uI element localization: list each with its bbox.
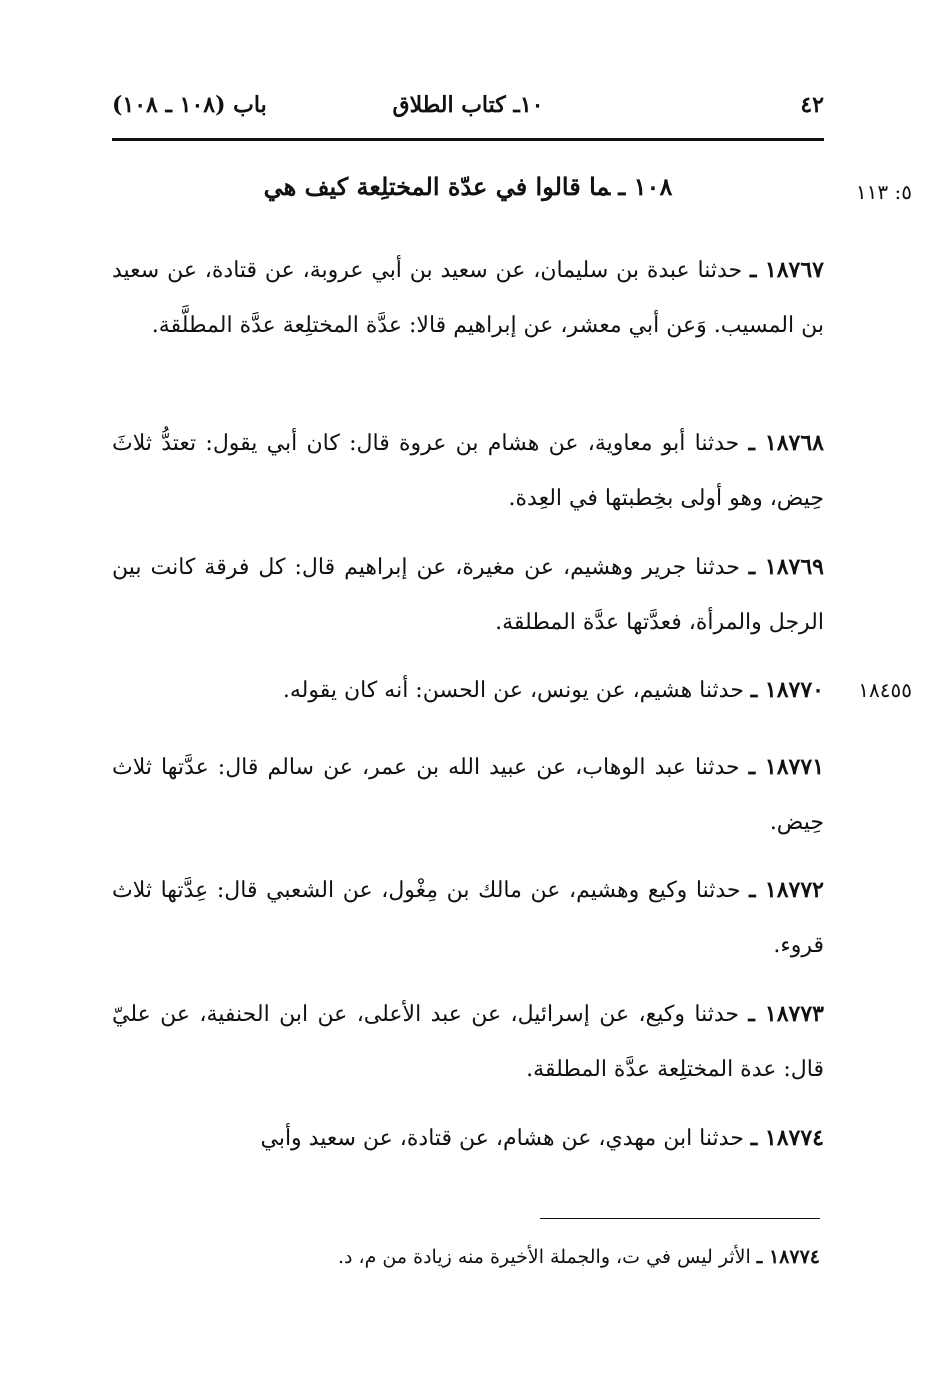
entry-text: حدثنا ابن مهدي، عن هشام، عن قتادة، عن سعيد وأبي (260, 1126, 744, 1151)
hadith-entry (112, 416, 824, 526)
entry-number: ١٨٧٧٢ ـ (749, 877, 824, 903)
book-title: ١٠ـ كتاب الطلاق (392, 92, 544, 118)
chapter-heading (112, 172, 824, 201)
entry-number: ١٨٧٧٤ ـ (750, 1125, 824, 1151)
entry-text: حدثنا وكيع وهشيم، عن مالك بن مِغْول، عن الشعبي قال: عِدَّتها ثلاث قروء. (112, 878, 824, 958)
hadith-entry (112, 663, 824, 718)
footnote-text: الأثر ليس في ت، والجملة الأخيرة منه زيادة من م، د. (337, 1246, 751, 1268)
chapter-range: باب (١٠٨ ـ ١٠٨) (112, 92, 267, 118)
entry-number: ١٨٧٧٣ ـ (748, 1001, 824, 1027)
entry-text: حدثنا أبو معاوية، عن هشام بن عروة قال: كان أبي يقول: تعتدُّ ثلاثَ حِيض، وهو أولى بخِطبتها في العِدة. (112, 431, 824, 511)
entry-number: ١٨٧٧١ ـ (748, 754, 825, 780)
hadith-entry (112, 863, 824, 973)
hadith-entry (112, 740, 824, 850)
margin-reference: ٥: ١١٣ (855, 180, 912, 204)
header-divider (112, 138, 824, 141)
running-header (112, 92, 824, 132)
page-number: ٤٢ (800, 92, 824, 118)
chapter-title: ما قالوا في عدّة المختلِعة كيف هي (263, 172, 611, 201)
entry-number: ١٨٧٦٩ ـ (748, 554, 824, 580)
footnote-divider (540, 1218, 820, 1219)
hadith-entry (112, 243, 824, 353)
entry-text: حدثنا هشيم، عن يونس، عن الحسن: أنه كان يقوله. (282, 678, 744, 703)
entry-number: ١٨٧٧٠ ـ (750, 677, 824, 703)
entry-text: حدثنا عبد الوهاب، عن عبيد الله بن عمر، عن سالم قال: عدَّتها ثلاث حِيض. (112, 755, 824, 835)
entry-text: حدثنا وكيع، عن إسرائيل، عن عبد الأعلى، عن ابن الحنفية، عن عليّ قال: عدة المختلِعة عدَّة المطلقة. (112, 1002, 824, 1082)
footnote-number: ١٨٧٧٤ ـ (756, 1246, 820, 1268)
entry-text: حدثنا عبدة بن سليمان، عن سعيد بن أبي عروبة، عن قتادة، عن سعيد بن المسيب. وَعن أبي معشر، عن إبراهيم قالا: عدَّة المختلِعة عدَّة المطلَّقة. (112, 258, 824, 338)
entry-number: ١٨٧٦٨ ـ (748, 430, 824, 456)
margin-reference: ١٨٤٥٥ (858, 678, 912, 702)
entry-number: ١٨٧٦٧ ـ (749, 257, 824, 283)
hadith-entry (112, 987, 824, 1097)
footnote (112, 1240, 820, 1274)
entry-text: حدثنا جرير وهشيم، عن مغيرة، عن إبراهيم قال: كل فرقة كانت بين الرجل والمرأة، فعدَّتها عدَّة المطلقة. (112, 555, 824, 635)
chapter-number: ١٠٨ ـ (618, 172, 673, 201)
hadith-entry (112, 540, 824, 650)
hadith-entry (112, 1111, 824, 1166)
